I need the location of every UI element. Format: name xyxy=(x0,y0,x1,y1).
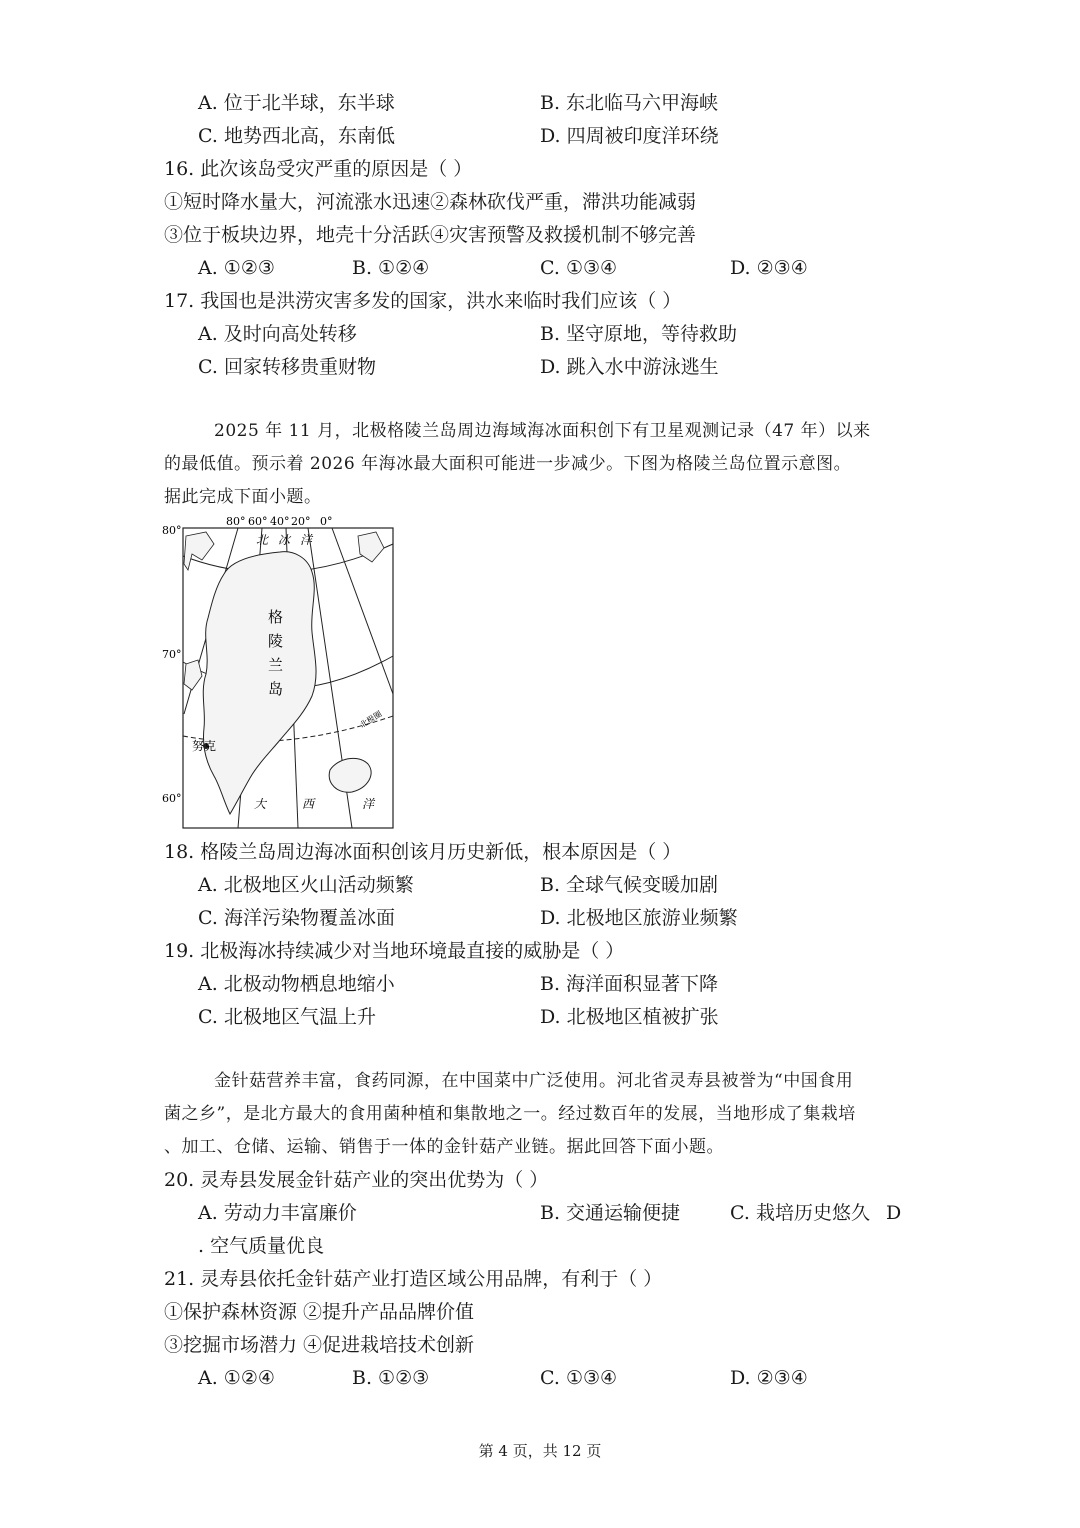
q16-stem: 16. 此次该岛受灾严重的原因是（ ） xyxy=(164,158,473,180)
nuuk-label: 努克 xyxy=(192,739,217,753)
ocean-south-char-3: 洋 xyxy=(362,797,375,811)
passage2-line-1: 2025 年 11 月，北极格陵兰岛周边海域海冰面积创下有卫星观测记录（47 年）以来 xyxy=(214,421,871,441)
page-footer: 第 4 页，共 12 页 xyxy=(478,1442,602,1460)
q21-stem: 21. 灵寿县依托金针菇产业打造区域公用品牌，有利于（ ） xyxy=(164,1268,663,1290)
passage3-line-3: 、加工、仓储、运输、销售于一体的金针菇产业链。据此回答下面小题。 xyxy=(164,1137,724,1157)
ocean-north-char-3: 洋 xyxy=(300,533,313,547)
baffin-island xyxy=(184,660,202,690)
passage2-line-2: 的最低值。预示着 2026 年海冰最大面积可能进一步减少。下图为格陵兰岛位置示意图。 xyxy=(164,454,852,474)
q20-option-b: B. 交通运输便捷 xyxy=(540,1202,681,1224)
ocean-north-char-2: 冰 xyxy=(278,533,291,547)
ocean-north-char-1: 北 xyxy=(256,533,269,547)
arctic-circle-label: 北极圈 xyxy=(358,709,384,730)
passage2-line-3: 据此完成下面小题。 xyxy=(164,487,322,507)
q20-option-d-text: . 空气质量优良 xyxy=(198,1235,325,1257)
q16-option-a: A. ①②③ xyxy=(198,257,275,279)
q16-option-c: C. ①③④ xyxy=(540,257,618,279)
q19-option-b: B. 海洋面积显著下降 xyxy=(540,973,719,995)
q20-option-a: A. 劳动力丰富廉价 xyxy=(198,1202,357,1224)
q20-option-c: C. 栽培历史悠久 xyxy=(730,1202,870,1224)
lat-label-80: 80° xyxy=(162,524,182,537)
q20-option-d-letter: D xyxy=(886,1202,902,1224)
ocean-south-char-2: 西 xyxy=(302,797,315,811)
q15-option-c: C. 地势西北高，东南低 xyxy=(198,125,395,147)
q18-stem: 18. 格陵兰岛周边海冰面积创该月历史新低，根本原因是（ ） xyxy=(164,841,682,863)
q15-option-a: A. 位于北半球，东半球 xyxy=(198,92,395,114)
lon-label-20: 20° xyxy=(291,515,311,528)
island-label-char-2: 陵 xyxy=(268,632,284,650)
greenland-map xyxy=(162,514,402,834)
q16-statements-1: ①短时降水量大，河流涨水迅速②森林砍伐严重，滞洪功能减弱 xyxy=(164,191,697,213)
lon-label-40: 40° xyxy=(270,515,290,528)
lon-label-60: 60° xyxy=(248,515,268,528)
q18-option-b: B. 全球气候变暖加剧 xyxy=(540,874,719,896)
q16-option-b: B. ①②④ xyxy=(352,257,430,279)
q21-statements-1: ①保护森林资源 ②提升产品品牌价值 xyxy=(164,1301,475,1323)
iceland-outline xyxy=(329,758,371,792)
q18-option-d: D. 北极地区旅游业频繁 xyxy=(540,907,738,929)
q17-option-a: A. 及时向高处转移 xyxy=(198,323,357,345)
lat-label-70: 70° xyxy=(162,648,182,661)
q20-stem: 20. 灵寿县发展金针菇产业的突出优势为（ ） xyxy=(164,1169,549,1191)
lon-label-80: 80° xyxy=(226,515,246,528)
q17-option-d: D. 跳入水中游泳逃生 xyxy=(540,356,719,378)
island-label-char-4: 岛 xyxy=(268,680,284,698)
svalbard-outline xyxy=(358,532,384,562)
q15-option-b: B. 东北临马六甲海峡 xyxy=(540,92,719,114)
island-label-char-1: 格 xyxy=(268,608,284,626)
passage3-line-2: 菌之乡”，是北方最大的食用菌种植和集散地之一。经过数百年的发展，当地形成了集栽培 xyxy=(164,1104,856,1124)
greenland-outline xyxy=(203,552,316,814)
q21-option-a: A. ①②④ xyxy=(198,1367,275,1389)
island-label-char-3: 兰 xyxy=(268,656,284,674)
q21-option-b: B. ①②③ xyxy=(352,1367,430,1389)
q19-stem: 19. 北极海冰持续减少对当地环境最直接的威胁是（ ） xyxy=(164,940,625,962)
q17-option-c: C. 回家转移贵重财物 xyxy=(198,356,376,378)
q19-option-c: C. 北极地区气温上升 xyxy=(198,1006,376,1028)
q15-option-d: D. 四周被印度洋环绕 xyxy=(540,125,719,147)
q17-option-b: B. 坚守原地，等待救助 xyxy=(540,323,738,345)
q16-statements-2: ③位于板块边界，地壳十分活跃④灾害预警及救援机制不够完善 xyxy=(164,224,697,246)
lat-label-60: 60° xyxy=(162,792,182,805)
q18-option-a: A. 北极地区火山活动频繁 xyxy=(198,874,414,896)
q17-stem: 17. 我国也是洪涝灾害多发的国家，洪水来临时我们应该（ ） xyxy=(164,290,682,312)
q19-option-d: D. 北极地区植被扩张 xyxy=(540,1006,719,1028)
q21-option-d: D. ②③④ xyxy=(730,1367,808,1389)
q21-option-c: C. ①③④ xyxy=(540,1367,618,1389)
q19-option-a: A. 北极动物栖息地缩小 xyxy=(198,973,395,995)
passage3-line-1: 金针菇营养丰富，食药同源，在中国菜中广泛使用。河北省灵寿县被誉为“中国食用 xyxy=(214,1071,854,1091)
q21-statements-2: ③挖掘市场潜力 ④促进栽培技术创新 xyxy=(164,1334,475,1356)
q16-option-d: D. ②③④ xyxy=(730,257,808,279)
q18-option-c: C. 海洋污染物覆盖冰面 xyxy=(198,907,395,929)
lon-label-0: 0° xyxy=(320,515,333,528)
ocean-south-char-1: 大 xyxy=(254,797,267,811)
